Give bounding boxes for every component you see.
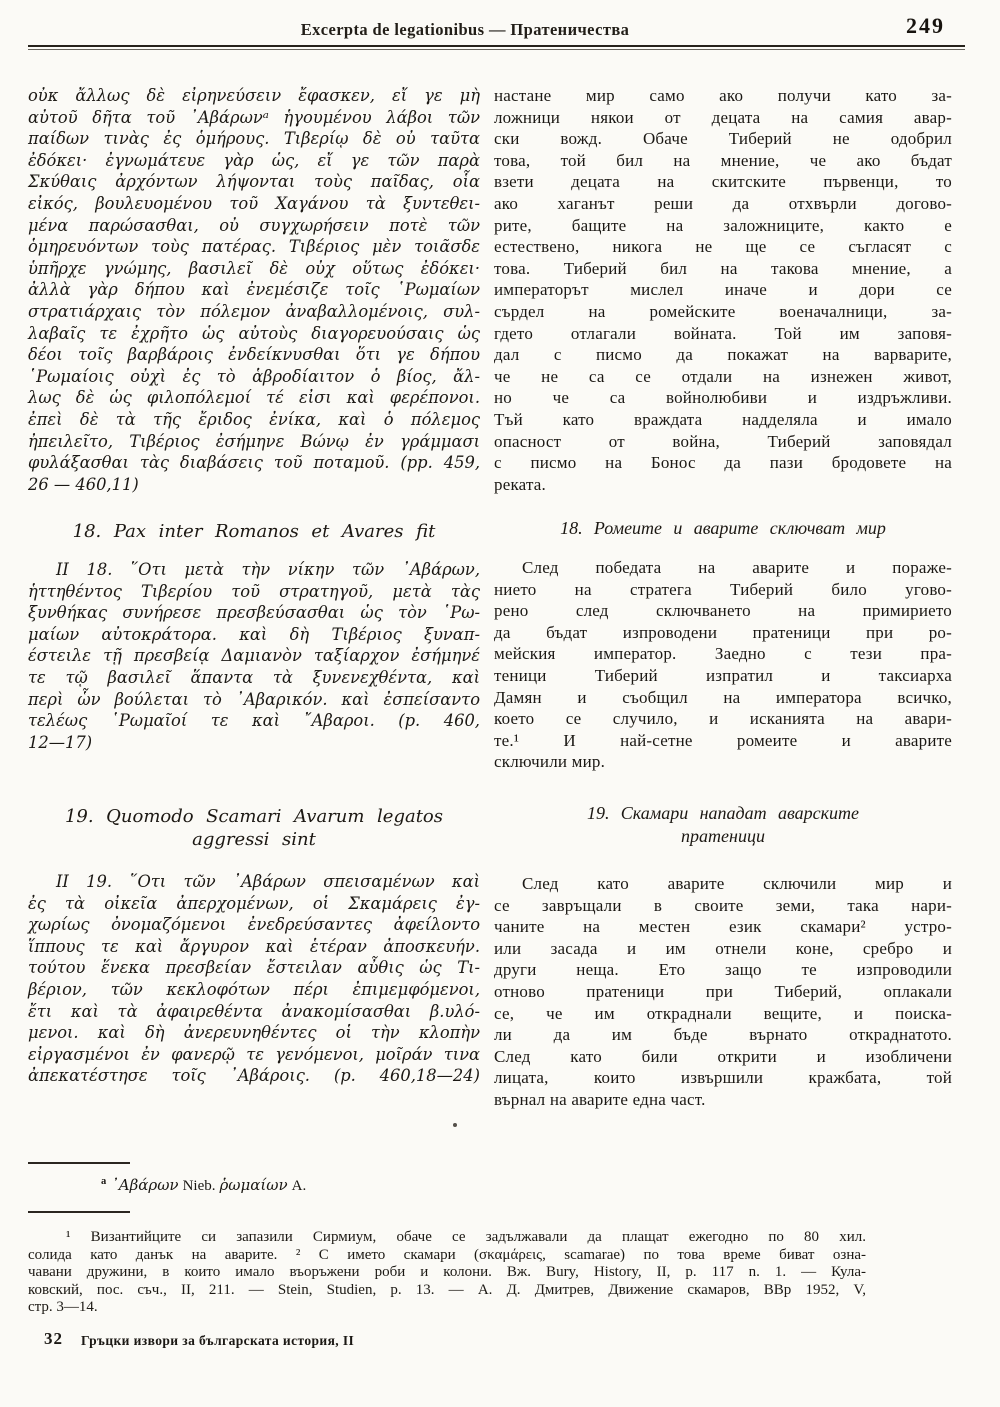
greek-paragraph-section-19 [28, 871, 480, 1087]
text-line: ἵππους τε καὶ ἄργυρον καὶ ἑτέραν ἀποσκευήν. [28, 936, 480, 956]
scan-artifact-dot [453, 1123, 457, 1127]
section-19-heading-latin-line-2: aggressi sint [192, 829, 316, 850]
text-line: След победата на аварите и пораже- [522, 558, 952, 577]
text-line: реката. [494, 474, 546, 494]
text-line: φυλάξασθαι τὰς διαβάσεις τοῦ ποταμοῦ. (pp. 459, [28, 453, 480, 473]
apparatus-greek-word-2: ῥωμαίων [219, 1176, 288, 1194]
text-line: лицата, които извършили кражбата, той [494, 1068, 952, 1088]
text-line: τε τῷ βασιλεῖ ἅπαντα τὰ ξυνενεχθέντα, καὶ [28, 667, 480, 687]
header-rule-thick [28, 45, 965, 47]
text-line: императорът мислел иначе и дори се [494, 280, 952, 300]
text-line: нието на стратега Тиберий било угово- [494, 579, 952, 599]
text-line: рите, бащите на заложниците, както е [494, 215, 952, 235]
text-line: ἠπειλεῖτο, Τιβέριος ἐσήμηνε Βώνῳ ἐν γράμμασι [28, 431, 480, 451]
text-line: теници Тиберий изпратил и таксиарха [494, 665, 952, 685]
text-line: опасност от война, Тиберий заповядал [494, 431, 952, 451]
apparatus-note [101, 1176, 310, 1195]
text-line: с писмо на Бонос да пази бродовете на [494, 453, 952, 473]
text-line: Σκύθαις ἀρχόντων λήψονται τοὺς παῖδας, οἷα [28, 172, 480, 192]
running-head-title: Excerpta de legationibus — Пратеничества [300, 20, 630, 39]
text-line: стр. 3—14. [28, 1299, 98, 1315]
text-line: λαβαῖς τε ἐχρῆτο ὡς αὐτοὺς διαγορευούσαις ὡς [28, 323, 480, 343]
text-line: След като аварите сключили мир и [522, 874, 952, 893]
text-line: μαίων αὐτοκράτορα. καὶ δὴ Τιβέριος ξυναπ- [28, 624, 480, 644]
header-rule-thin [28, 49, 965, 50]
text-line: или засада и им отнели коне, сребро и [494, 938, 952, 958]
text-line: δέοι τοῖς βαρβάροις ἐνδείκνυσθαι ὅτι γε δήπου [28, 345, 480, 365]
bulgarian-paragraph-section-19 [494, 873, 952, 1111]
text-line: върнал на аварите една част. [494, 1089, 706, 1109]
text-line: ¹ Византийците си запазили Сирмиум, обаче се задължавали да плащат ежегодно по 80 хил. [66, 1229, 866, 1245]
text-line: τούτου ἕνεκα πρεσβείαν ἔστειλαν αὖθις ὡς Τι- [28, 958, 480, 978]
section-19-heading-bulgarian-line-2: пратеници [681, 826, 765, 846]
text-line: ли да им бъде върнато откраднатото. [494, 1025, 952, 1045]
text-line: да бъдат изпроводени пратеници при ро- [494, 622, 952, 642]
text-line: мейския император. Заедно с тези пра- [494, 644, 952, 664]
apparatus-greek-word-1: ᾿Αβάρων [111, 1176, 179, 1194]
text-line: βέριον, τῶν κεκλοφότων πέρι ἐπιμεμφόμενοι, [28, 979, 480, 999]
text-line: έστειλε τῇ πρεσβείᾳ Δαμιανὸν ταξίαρχον ἐσήμηνέ [28, 646, 480, 666]
text-line: εἰργασμένοι ἐν φανερῷ τε γενόμενοι, μοῖράν τινα [28, 1044, 480, 1064]
text-line: те.¹ И най-сетне ромеите и аварите [494, 730, 952, 750]
text-line: взети децата на скитските първенци, то [494, 172, 952, 192]
text-line: ковский, пос. съч., II, 211. — Stein, Studien, p. 13. — А. Д. Дмитрев, Движение скамаров, ВВр 1952, V, [28, 1281, 866, 1298]
text-line: στρατιάρχαις τὸν πόλεμον ἀναβαλλομένοις, συλ- [28, 301, 480, 321]
text-line: сърдел на ромейските военачалници, за- [494, 301, 952, 321]
text-line: II 19. ῞Οτι τῶν ᾿Αβάρων σπεισαμένων καὶ [56, 872, 480, 891]
bulgarian-paragraph-section-18 [494, 557, 952, 773]
text-line: οὐκ ἄλλως δὲ εἰρηνεύσειν ἔφασκεν, εἴ γε μὴ [28, 86, 480, 105]
section-18-heading-bulgarian: 18. Ромеите и аварите сключват мир [560, 518, 886, 538]
text-line: други неща. Ето защо те изпроводили [494, 960, 952, 980]
bulgarian-paragraph-continuation [494, 85, 952, 495]
text-line: ἀπεκατέστησε τοῖς ᾿Αβάροις. (p. 460,18—24) [28, 1066, 480, 1086]
text-line: 12—17) [28, 732, 93, 752]
text-line: τελέως ῾Ρωμαῖοί τε καὶ ῎Αβαροι. (p. 460, [28, 711, 480, 731]
text-line: това, той бил на мнение, че ако бъдат [494, 150, 952, 170]
section-19-heading-bulgarian [494, 802, 952, 848]
apparatus-rule-top [28, 1162, 130, 1164]
text-line: ἐπεὶ δὲ τὰ τῆς ἔριδος ἐνίκα, καὶ ὁ πόλεμος [28, 409, 480, 429]
text-line: чавани дружини, в които имало въоръжени роби и колони. Вж. Bury, History, II, p. 117 n. 1. — Кула- [28, 1264, 866, 1280]
text-line: 26 — 460,11) [28, 474, 139, 494]
text-line: това. Тиберий бил на такова мнение, а [494, 258, 952, 278]
text-line: но че са войнолюбиви и издръжливи. [494, 388, 952, 408]
text-line: естествено, никога не ще се съгласят с [494, 237, 952, 257]
apparatus-source-1: Nieb. [182, 1178, 216, 1194]
text-line: ὁμηρευόντων τοὺς πατέρας. Τιβέριος μὲν τοιᾶσδε [28, 237, 480, 257]
text-line: че не са се отдали на изнежен живот, [494, 366, 952, 386]
section-18-heading-latin: 18. Pax inter Romanos et Avares fit [72, 521, 436, 542]
text-line: гдето отлагали войната. Той им заповя- [494, 323, 952, 343]
text-line: След като били открити и изобличени [494, 1046, 952, 1066]
apparatus-source-2: A. [291, 1178, 307, 1194]
page-number: 249 [906, 13, 945, 38]
text-line: настане мир само ако получи като за- [494, 86, 952, 105]
text-line: περὶ ὧν βούλεται τὸ ᾿Αβαρικόν. καὶ ἐσπείσαντο [28, 689, 480, 709]
text-line: ὑπῆρχε γνώμης, βασιλεῖ δὲ οὐχ οὕτως ἐδόκει· [28, 258, 480, 278]
text-line: отново пратеници при Тиберий, оплакали [494, 981, 952, 1001]
text-line: μενοι. καὶ δὴ ἀνερευνηθέντες οἱ τὴν κλοπὴν [28, 1023, 480, 1043]
text-line: дал с писмо да покажат на варварите, [494, 345, 952, 365]
text-line: αὐτοῦ δῆτα τοῦ ᾿Αβάρωνᵃ ἡγουμένου λάβοι τῶν [28, 107, 480, 127]
book-title-footer: Гръцки извори за българската история, II [81, 1333, 355, 1348]
text-line: ἀλλὰ γὰρ δήπου καὶ ἐνεμέσιζε τοῖς ῾Ρωμαίων [28, 280, 480, 300]
apparatus-rule-bottom [28, 1211, 130, 1213]
text-line: се завръщали в своите земи, така нари- [494, 895, 952, 915]
text-line: което се случило, и исканията на авари- [494, 709, 952, 729]
text-line: μένα παρώσασθαι, οὐ συγχωρήσειν ποτὲ τῶν [28, 215, 480, 235]
text-line: χωρίως ὀνομαζόμενοι ἐνεδρεύσαντες ἀφείλοντο [28, 915, 480, 935]
text-line: ξυνθήκας συνήρεσε πρεσβεύσασθαι ὡς τὸν ῾Ρω- [28, 603, 480, 623]
header-rule [28, 45, 965, 50]
text-line: παίδων τινὰς ἐς ὁμήρους. Τιβερίῳ δὲ οὐ ταῦτα [28, 129, 480, 149]
apparatus-note-marker: a [101, 1176, 107, 1187]
text-line: II 18. ῞Οτι μετὰ τὴν νίκην τῶν ᾿Αβάρων, [56, 560, 480, 579]
text-line: Дамян и съобщил на императора всичко, [494, 687, 952, 707]
text-line: Тъй като враждата надделяла и имало [494, 409, 952, 429]
section-19-heading-bulgarian-line-1: 19. Скамари нападат аварските [586, 803, 860, 823]
greek-paragraph-continuation [28, 85, 480, 495]
text-line: εἰκός, βουλευομένου τοῦ Χαγάνου τὰ ξυντεθει- [28, 193, 480, 213]
text-line: солида като данък на аварите. ² С името скамари (σκαμάρεις, scamarae) по това време биват озна- [28, 1246, 866, 1263]
text-line: чаните на местен език скамари² устро- [494, 917, 952, 937]
text-line: рено след сключването на примирието [494, 601, 952, 621]
text-line: ἡττηθέντος Τιβερίου τοῦ στρατηγοῦ, μετὰ τὰς [28, 581, 480, 601]
greek-paragraph-section-18 [28, 559, 480, 753]
text-line: ἐς τὰ οἰκεῖα ἀπερχομένων, οἱ Σκαμάρεις ἐγ- [28, 893, 480, 913]
footnotes-block [28, 1229, 866, 1317]
text-line: ἐδόκει· ἐγνωμάτευε γὰρ ὡς, εἴ γε τῶν παρὰ [28, 150, 480, 170]
text-line: ако хаганът реши да отхвърли догово- [494, 193, 952, 213]
text-line: ски вожд. Обаче Тиберий не одобрил [494, 129, 952, 149]
text-line: ἔτι καὶ τὰ ἀφαιρεθέντα ἀνακομίσασθαι β.υλό- [28, 1001, 480, 1021]
text-line: ложници някои от децата на самия авар- [494, 107, 952, 127]
text-line: λως δὲ ὡς φιλοπόλεμοί τέ εἰσι καὶ φερέπονοι. [28, 388, 480, 408]
text-line: се, че им откраднали вещите, и поиска- [494, 1003, 952, 1023]
signature-number: 32 [44, 1329, 63, 1348]
text-line: сключили мир. [494, 752, 606, 772]
section-19-heading-latin [28, 805, 480, 851]
text-line: ῾Ρωμαίοις οὐχὶ ἐς τὸ ἁβροδίαιτον ὁ βίος, ἄλ- [28, 366, 480, 386]
section-19-heading-latin-line-1: 19. Quomodo Scamari Avarum legatos [64, 806, 444, 827]
